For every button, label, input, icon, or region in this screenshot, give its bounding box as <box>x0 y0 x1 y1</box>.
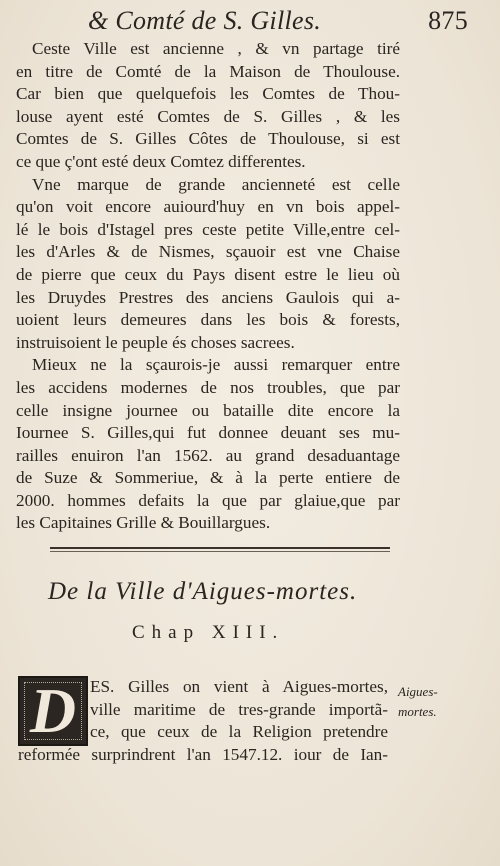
text-line: railles enuiron l'an 1562. au grand desaduantage <box>16 445 400 465</box>
running-head <box>88 6 468 38</box>
text-line: ce, que ceux de la Religion pretendre <box>90 722 388 742</box>
text-line: Iournee S. Gilles,qui fut donnee deuant ses mu- <box>16 423 400 443</box>
chapter-text <box>18 676 388 766</box>
section-divider <box>50 547 390 549</box>
margin-note <box>398 682 458 722</box>
text-line: Car bien que quelquefois les Comtes de Thou- <box>16 84 400 104</box>
decorated-initial <box>18 676 88 746</box>
text-line: ville maritime de tres-grande importã- <box>90 699 388 719</box>
text-line: de Suze & Sommeriue, & à la perte entiere de <box>16 468 400 488</box>
text-line: 2000. hommes defaits la que par glaiue,que par <box>16 490 400 510</box>
section-divider-thin <box>50 551 390 552</box>
text-line: les accidens modernes de nos troubles, que par <box>16 377 400 397</box>
text-line: les Capitaines Grille & Bouillargues. <box>16 513 271 533</box>
text-line: reformée surprindrent l'an 1547.12. iour de Ian- <box>18 744 388 764</box>
text-line: uoient leurs demeures dans les bois & forests, <box>16 310 400 330</box>
text-line: Mieux ne la sçaurois-je aussi remarquer entre <box>32 355 400 375</box>
text-line: les Druydes Prestres des anciens Gaulois qui a- <box>16 287 400 307</box>
text-line: ES. Gilles on vient à Aigues-mortes, <box>90 677 388 696</box>
page-number: 875 <box>428 6 468 35</box>
text-line: Vne marque de grande ancienneté est celle <box>32 174 400 194</box>
running-head-title: & Comté de S. Gilles. <box>88 6 322 35</box>
initial-letter: D <box>29 675 77 746</box>
text-line: en titre de Comté de la Maison de Thoulouse. <box>16 61 400 81</box>
chapter-heading: Chap XIII. <box>132 622 285 643</box>
text-line: Comtes de S. Gilles Côtes de Thoulouse, si est <box>16 129 400 149</box>
text-line: de pierre que ceux du Pays disent estre le lieu où <box>16 264 400 284</box>
text-line: louse ayent esté Comtes de S. Gilles , & les <box>16 106 400 126</box>
text-line: Ceste Ville est ancienne , & vn partage tiré <box>32 39 400 58</box>
text-line: celle insigne journee ou bataille dite encore la <box>16 400 400 420</box>
margin-note-line: Aigues- <box>398 684 438 699</box>
text-line: ce que ç'ont esté deux Comtez differentes. <box>16 151 306 171</box>
text-line: qu'on voit encore auiourd'huy en vn bois appel- <box>16 197 400 217</box>
text-line: les d'Arles & de Nismes, sçauoir est vne Chaise <box>16 242 400 262</box>
text-line: instruisoient le peuple és choses sacrees. <box>16 332 295 352</box>
body-text <box>16 38 400 535</box>
text-line: lé le bois d'Istagel pres ceste petite Ville,entre cel- <box>16 219 400 239</box>
margin-note-line: mortes. <box>398 704 437 719</box>
section-title: De la Ville d'Aigues-mortes. <box>48 578 358 605</box>
